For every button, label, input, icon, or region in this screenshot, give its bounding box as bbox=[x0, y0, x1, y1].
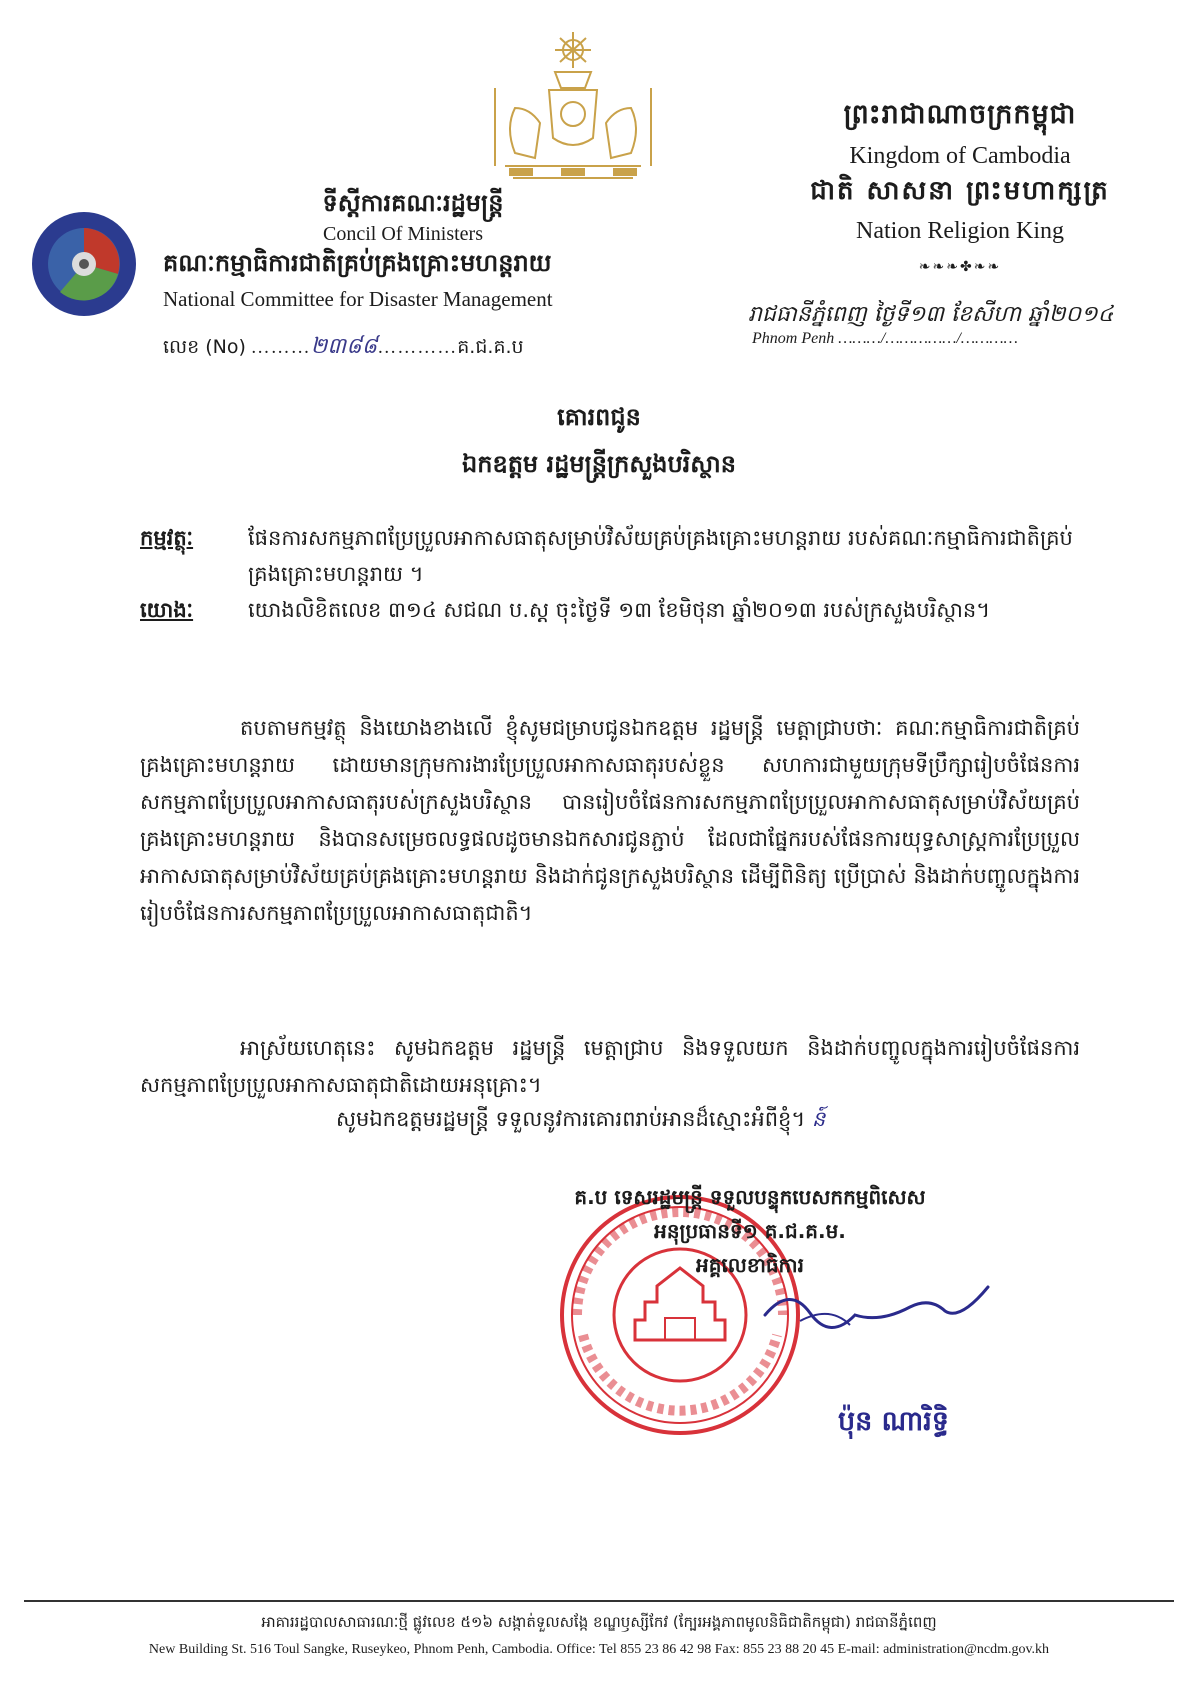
addressee-line2: ឯកឧត្តម រដ្ឋមន្ត្រីក្រសួងបរិស្ថាន bbox=[461, 450, 737, 478]
council-of-ministers-logo bbox=[30, 210, 138, 318]
closing-handwritten-mark: ន៍ bbox=[811, 1107, 826, 1131]
number-value: ២៣៨៨ bbox=[310, 333, 378, 358]
closing-line bbox=[336, 1106, 825, 1137]
signatory-title-line3: អគ្គលេខាធិការ bbox=[696, 1253, 804, 1277]
kingdom-header bbox=[810, 98, 1110, 275]
ministry-header bbox=[163, 188, 603, 312]
footer-address-en: New Building St. 516 Toul Sangke, Ruseykeo, Phnom Penh, Cambodia. Office: Tel 855 23 86 42 98 Fax: 855 23 88 20 45 E-mail: administration@ncdm.gov.kh bbox=[148, 1642, 1050, 1657]
ncdm-title-en: National Committee for Disaster Management bbox=[163, 287, 553, 311]
kingdom-title-kh: ព្រះរាជាណាចក្រកម្ពុជា bbox=[843, 99, 1077, 130]
body-paragraph-2: អាស្រ័យហេតុនេះ សូមឯកឧត្តម រដ្ឋមន្ត្រី មេត្តាជ្រាប និងទទួលយក និងដាក់បញ្ចូលក្នុងការរៀបចំផែនការសកម្មភាពប្រែប្រួលអាកាសធាតុជាតិដោយអនុគ្រោះ។ bbox=[140, 1036, 1080, 1097]
addressee-line1: គោរពជូន bbox=[557, 403, 641, 431]
number-label: លេខ (No) bbox=[163, 336, 246, 358]
signatory-name: ប៉ុន ណារិទ្ធិ bbox=[838, 1406, 949, 1437]
signatory-title-line1: គ.ប ទេសរដ្ឋមន្ត្រី ទទួលបន្ទុកបេសកកម្មពិសេស bbox=[574, 1185, 926, 1209]
subject-block bbox=[140, 520, 1080, 628]
royal-coat-of-arms-emblem bbox=[485, 28, 661, 188]
subject-label: កម្មវត្ថុៈ bbox=[140, 526, 194, 550]
subject-row bbox=[140, 520, 1080, 592]
date-kh: រាជធានីភ្នំពេញ ថ្ងៃទី១៣ ខែសីហា ឆ្នាំ២០១៤ bbox=[748, 302, 1114, 327]
addressee bbox=[0, 402, 1198, 484]
council-title-en: Concil Of Ministers bbox=[323, 223, 483, 245]
kingdom-title-en: Kingdom of Cambodia bbox=[849, 143, 1071, 169]
reference-label: យោងៈ bbox=[140, 598, 194, 622]
number-suffix: គ.ជ.គ.ប bbox=[457, 336, 524, 358]
signatory-title bbox=[460, 1180, 1040, 1282]
body-paragraph-1: តបតាមកម្មវត្ថុ និងយោងខាងលើ ខ្ញុំសូមជម្រាបជូនឯកឧត្តម រដ្ឋមន្ត្រី មេត្តាជ្រាបថាៈ គណៈកម្មាធិការជាតិគ្រប់គ្រងគ្រោះមហន្តរាយ ដោយមានក្រុមការងារប្រែប្រួលអាកាសធាតុរបស់ខ្លួន សហការជាមួយក្រុមទីប្រឹក្សារៀបចំផែនការសកម្មភាពប្រែប្រួលអាកាសធាតុរបស់ក្រសួងបរិស្ថាន បានរៀបចំផែនការសកម្មភាពប្រែប្រួលអាកាសធាតុសម្រាប់វិស័យគ្រប់គ្រងគ្រោះមហន្តរាយ និងបានសម្រេចលទ្ធផលដូចមានឯកសារជូនភ្ជាប់ ដែលជាផ្នែករបស់ផែនការយុទ្ធសាស្ត្រការប្រែប្រួលអាកាសធាតុសម្រាប់វិស័យគ្រប់គ្រងគ្រោះមហន្តរាយ និងដាក់ជូនក្រសួងបរិស្ថាន ដើម្បីពិនិត្យ ប្រើប្រាស់ និងដាក់បញ្ចូលក្នុងការរៀបចំផែនការសកម្មភាពប្រែប្រួលអាកាសធាតុជាតិ។ bbox=[140, 716, 1080, 925]
signatory-title-line2: អនុប្រធានទី១ គ.ជ.គ.ម. bbox=[654, 1219, 846, 1243]
motto-en: Nation Religion King bbox=[856, 218, 1064, 244]
date-en: Phnom Penh ………/……………/………… bbox=[752, 330, 1018, 347]
footer-divider bbox=[24, 1600, 1174, 1602]
ornament-divider: ❧❧❧✤❧❧ bbox=[918, 259, 1002, 275]
reference-number: លេខ (No) ………២៣៨៨…………គ.ជ.គ.ប bbox=[163, 333, 524, 358]
subject-text: ផែនការសកម្មភាពប្រែប្រួលអាកាសធាតុសម្រាប់វិស័យគ្រប់គ្រងគ្រោះមហន្តរាយ របស់គណៈកម្មាធិការជាតិគ្រប់គ្រងគ្រោះមហន្តរាយ ។ bbox=[248, 526, 1073, 586]
ncdm-title-kh: គណៈកម្មាធិការជាតិគ្រប់គ្រងគ្រោះមហន្តរាយ bbox=[163, 249, 552, 277]
reference-text: យោងលិខិតលេខ ៣១៤ សជណ ប.ស្ត ចុះថ្ងៃទី ១៣ ខែមិថុនា ឆ្នាំ២០១៣ របស់ក្រសួងបរិស្ថាន។ bbox=[248, 598, 991, 622]
closing-text: សូមឯកឧត្តមរដ្ឋមន្ត្រី ទទួលនូវការគោរពរាប់អានដ៏ស្មោះអំពីខ្ញុំ។ bbox=[336, 1107, 806, 1131]
handwritten-signature bbox=[760, 1275, 1000, 1345]
footer-address-kh: អាគាររដ្ឋបាលសាធារណៈថ្មី ផ្លូវលេខ ៥១៦ សង្កាត់ទួលសង្កែ ខណ្ឌឫស្សីកែវ (ក្បែរអង្គភាពមូលនិធិជាតិកម្ពុជា) រាជធានីភ្នំពេញ bbox=[261, 1613, 937, 1631]
council-title-kh: ទីស្តីការគណៈរដ្ឋមន្ត្រី bbox=[322, 189, 504, 217]
reference-row bbox=[140, 592, 1080, 628]
motto-kh: ជាតិ សាសនា ព្រះមហាក្សត្រ bbox=[810, 176, 1110, 206]
